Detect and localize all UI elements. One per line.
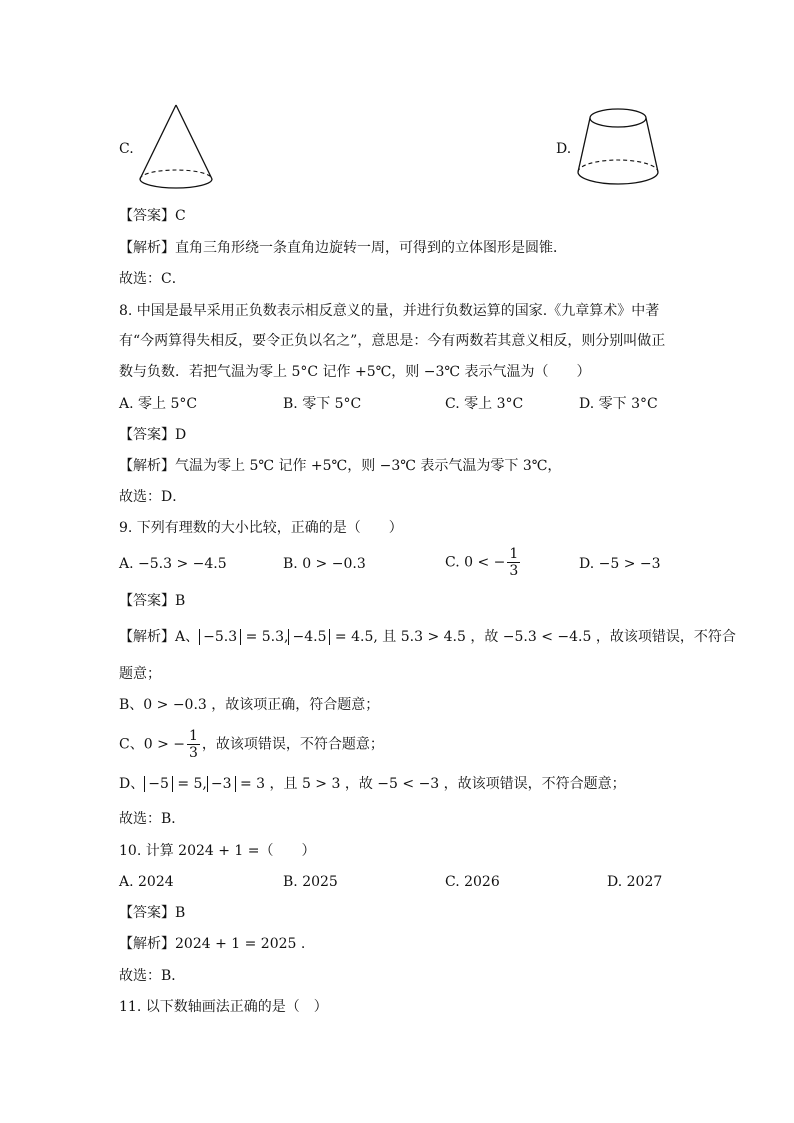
q8-analysis: 【解析】气温为零上 5℃ 记作 +5℃，则 −3℃ 表示气温为零下 3℃， [119, 458, 562, 474]
q10-option-d: D. 2027 [607, 874, 663, 890]
absolute-value: −5 [144, 776, 173, 792]
q7-answer: 【答案】C [119, 208, 186, 224]
absolute-value: −3 [207, 776, 236, 792]
q8-stem-line1: 8. 中国是最早采用正负数表示相反意义的量，并进行负数运算的国家.《九章算术》中著 [119, 303, 660, 319]
q8-answer: 【答案】D [119, 427, 187, 443]
analysis-c-post: ，故该项错误，不符合题意； [201, 736, 384, 753]
analysis-prefix: 【解析】A、 [119, 629, 200, 645]
cone-figure [136, 102, 216, 192]
analysis-eq: = 5.3, [241, 629, 289, 645]
q9-option-a: A. −5.3 > −4.5 [119, 556, 227, 572]
q7-analysis: 【解析】直角三角形绕一条直角边旋转一周，可得到的立体图形是圆锥． [119, 240, 567, 256]
q9-answer: 【答案】B [119, 593, 186, 609]
fraction-numerator: 1 [509, 546, 519, 562]
analysis-c-pre: C、0 > − [119, 736, 185, 753]
q9-stem: 9. 下列有理数的大小比较，正确的是（ ） [119, 520, 403, 536]
q8-option-b: B. 零下 5°C [283, 396, 362, 412]
q10-option-a: A. 2024 [119, 874, 174, 890]
frustum-figure [574, 104, 662, 190]
q8-option-c: C. 零上 3°C [445, 396, 524, 412]
q10-option-b: B. 2025 [283, 874, 338, 890]
q7-conclusion: 故选：C． [119, 271, 186, 287]
analysis-d-mid: = 5, [172, 776, 207, 792]
fraction-denominator: 3 [188, 745, 198, 761]
q11-stem: 11. 以下数轴画法正确的是（ ） [119, 999, 328, 1015]
q9-option-c [445, 546, 522, 579]
q10-analysis: 【解析】2024 + 1 = 2025 . [119, 936, 306, 952]
fraction-numerator: 1 [188, 728, 198, 744]
q9-option-d: D. −5 > −3 [579, 556, 661, 572]
analysis-c-fraction [187, 728, 200, 761]
absolute-value: −5.3 [199, 629, 241, 645]
q8-option-a: A. 零上 5°C [119, 396, 198, 412]
q10-conclusion: 故选：B． [119, 968, 186, 984]
option-d-label: D. [556, 141, 572, 157]
analysis-d-pre: D、 [119, 776, 145, 792]
q9-option-c-text: C. 0 < − [445, 554, 506, 571]
q9-analysis-cont: 题意； [119, 666, 161, 682]
option-c-label: C. [119, 141, 134, 157]
q9-option-c-fraction [507, 546, 520, 579]
fraction-denominator: 3 [509, 563, 519, 579]
q9-analysis-c [119, 728, 384, 761]
absolute-value: −4.5 [288, 629, 330, 645]
q8-stem-line2: 有“今两算得失相反，要令正负以名之”，意思是：今有两数若其意义相反，则分别叫做正 [119, 333, 666, 349]
q8-conclusion: 故选：D． [119, 489, 187, 505]
q8-option-d: D. 零下 3°C [579, 396, 658, 412]
analysis-post: = 4.5, 且 5.3 > 4.5 ，故 −5.3 < −4.5 ，故该项错误，不符合 [330, 629, 736, 645]
q8-stem-line3: 数与负数．若把气温为零上 5°C 记作 +5℃，则 −3℃ 表示气温为（ ） [119, 364, 591, 380]
q10-option-c: C. 2026 [445, 874, 500, 890]
q10-answer: 【答案】B [119, 905, 186, 921]
q9-conclusion: 故选：B． [119, 811, 186, 827]
q10-stem: 10. 计算 2024 + 1 =（ ） [119, 843, 316, 859]
q9-analysis-a [119, 627, 736, 647]
q9-analysis-b: B、0 > −0.3 ，故该项正确，符合题意； [119, 697, 380, 713]
analysis-d-post: = 3 ，且 5 > 3 ，故 −5 < −3 ，故该项错误，不符合题意； [235, 776, 626, 792]
q9-option-b: B. 0 > −0.3 [283, 556, 366, 572]
q9-analysis-d [119, 774, 626, 794]
